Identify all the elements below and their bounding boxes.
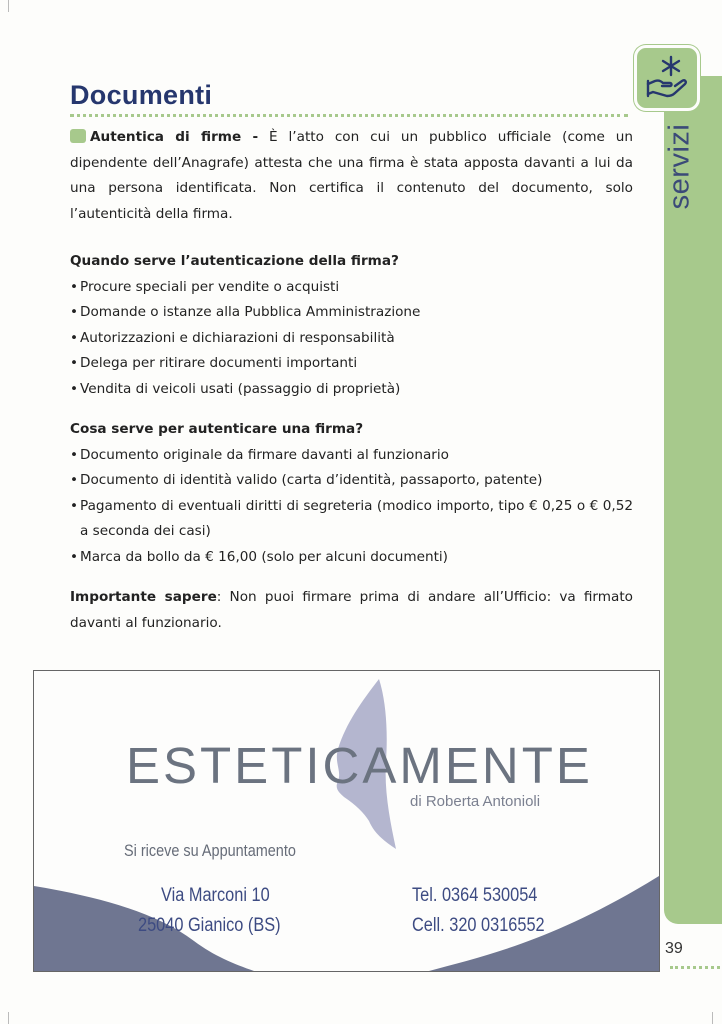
ad-address xyxy=(138,881,281,941)
list-item: • Domande o istanze alla Pubblica Amministrazione xyxy=(70,300,633,326)
appointment-note: Si riceve su Appuntamento xyxy=(124,841,296,860)
intro-paragraph xyxy=(70,125,633,227)
page-number: 39 xyxy=(665,940,683,957)
important-note xyxy=(70,585,633,636)
section-label xyxy=(660,116,700,216)
list-item: • Delega per ritirare documenti importanti xyxy=(70,351,633,377)
list-item: • Procure speciali per vendite o acquisti xyxy=(70,275,633,301)
ad-contacts xyxy=(412,881,545,941)
intro-term: Autentica di firme - xyxy=(90,129,259,145)
requirements-heading: Cosa serve per autenticare una firma? xyxy=(70,421,364,437)
address-line: Via Marconi 10 xyxy=(160,885,270,906)
section-label-text: servizi xyxy=(663,123,696,209)
list-item: • Pagamento di eventuali diritti di segreteria (modico importo, tipo € 0,25 o € 0,52 a seconda dei casi) xyxy=(70,494,633,545)
brand-name: ESTETICAMENTE xyxy=(126,737,593,794)
list-item: • Marca da bollo da € 16,00 (solo per alcuni documenti) xyxy=(70,545,633,571)
green-bullet-chip xyxy=(70,129,86,143)
crop-mark xyxy=(8,1012,9,1024)
brand-owner: di Roberta Antonioli xyxy=(410,793,541,810)
advertisement-box xyxy=(33,670,660,972)
section-icon-box xyxy=(634,45,700,111)
requirements-list xyxy=(70,443,633,571)
dotted-divider xyxy=(670,966,720,969)
list-item: • Documento originale da firmare davanti al funzionario xyxy=(70,443,633,469)
list-item: • Vendita di veicoli usati (passaggio di proprietà) xyxy=(70,377,633,403)
when-needed-list xyxy=(70,275,633,403)
crop-mark xyxy=(712,1012,713,1024)
note-text: : Non puoi firmare prima di andare all’Ufficio: va firmato davanti al funzionario. xyxy=(70,589,634,631)
when-needed-heading: Quando serve l’autenticazione della firma? xyxy=(70,253,399,269)
phone-number: Tel. 0364 530054 xyxy=(412,885,538,906)
list-item: • Documento di identità valido (carta d’identità, passaporto, patente) xyxy=(70,468,633,494)
page-title: Documenti xyxy=(70,80,213,110)
address-line: 25040 Gianico (BS) xyxy=(138,915,281,936)
main-content xyxy=(70,125,633,636)
ad-decoration xyxy=(34,671,659,971)
intro-text: È l’atto con cui un pubblico ufficiale (come un dipendente dell’Anagrafe) attesta che una firma è stata apposta davanti a lui da una persona identificata. Non certifica il contenuto del documento, solo l’autenticità della firma. xyxy=(70,129,633,222)
list-item: • Autorizzazioni e dichiarazioni di responsabilità xyxy=(70,326,633,352)
title-dotted-rule xyxy=(70,114,628,117)
hand-with-star-icon xyxy=(637,48,697,108)
note-label: Importante sapere xyxy=(70,589,217,605)
crop-mark xyxy=(8,0,9,12)
mobile-number: Cell. 320 0316552 xyxy=(412,915,545,936)
